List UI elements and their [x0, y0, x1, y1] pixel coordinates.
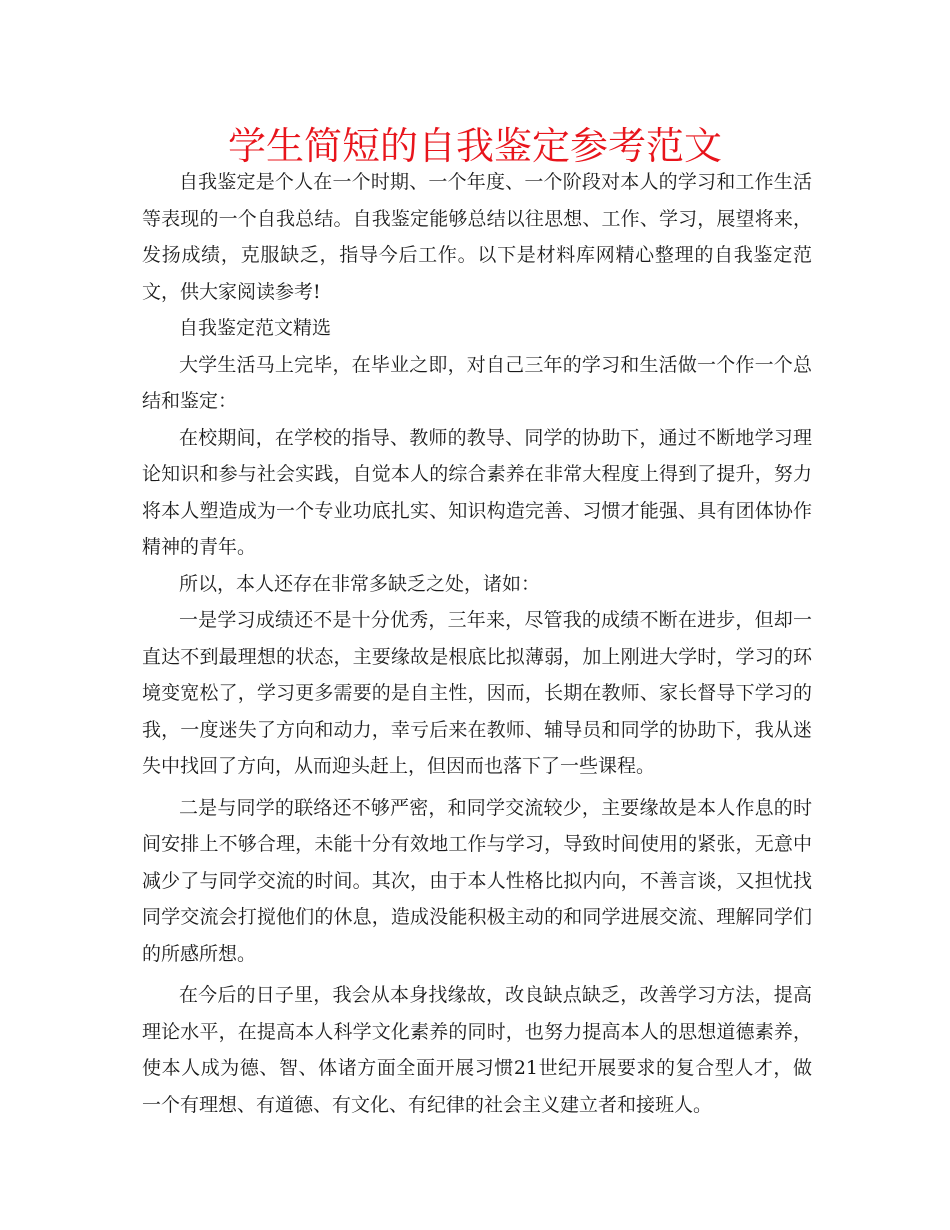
- document-body: [142, 164, 812, 1123]
- paragraph-opening: 大学生活马上完毕，在毕业之即，对自己三年的学习和生活做一个作一个总结和鉴定：: [142, 353, 812, 412]
- paragraph-achievements: 在校期间，在学校的指导、教师的教导、同学的协助下，通过不断地学习理论知识和参与社会实践，自觉本人的综合素养在非常大程度上得到了提升，努力将本人塑造成为一个专业功底扎实、知识构造完善、习惯才能强、具有团体协作精神的青年。: [142, 426, 812, 558]
- paragraph-section-heading: 自我鉴定范文精选: [179, 317, 332, 339]
- document-title: 学生简短的自我鉴定参考范文: [227, 124, 722, 168]
- paragraph-future-plans: 在今后的日子里，我会从本身找缘故，改良缺点缺乏，改善学习方法，提高理论水平，在提高本人科学文化素养的同时，也努力提高本人的思想道德素养，使本人成为德、智、体诸方面全面开展习惯21世纪开展要求的复合型人才，做一个有理想、有道德、有文化、有纪律的社会主义建立者和接班人。: [142, 984, 812, 1116]
- paragraph-shortcoming-study: 一是学习成绩还不是十分优秀，三年来，尽管我的成绩不断在进步，但却一直达不到最理想的状态，主要缘故是根底比拟薄弱，加上刚进大学时，学习的环境变宽松了，学习更多需要的是自主性，因而，长期在教师、家长督导下学习的我，一度迷失了方向和动力，幸亏后来在教师、辅导员和同学的协助下，我从迷失中找回了方向，从而迎头赶上，但因而也落下了一些课程。: [142, 609, 812, 777]
- paragraph-shortcomings-intro: 所以，本人还存在非常多缺乏之处，诸如：: [179, 572, 541, 595]
- paragraph-intro: 自我鉴定是个人在一个时期、一个年度、一个阶段对本人的学习和工作生活等表现的一个自我总结。自我鉴定能够总结以往思想、工作、学习，展望将来，发扬成绩，克服缺乏，指导今后工作。以下是材料库网精心整理的自我鉴定范文，供大家阅读参考!: [142, 171, 812, 303]
- paragraph-shortcoming-communication: 二是与同学的联络还不够严密，和同学交流较少，主要缘故是本人作息的时间安排上不够合理，未能十分有效地工作与学习，导致时间使用的紧张，无意中减少了与同学交流的时间。其次，由于本人性格比拟内向，不善言谈，又担忧找同学交流会打搅他们的休息，造成没能积极主动的和同学进展交流、理解同学们的所感所想。: [142, 796, 812, 965]
